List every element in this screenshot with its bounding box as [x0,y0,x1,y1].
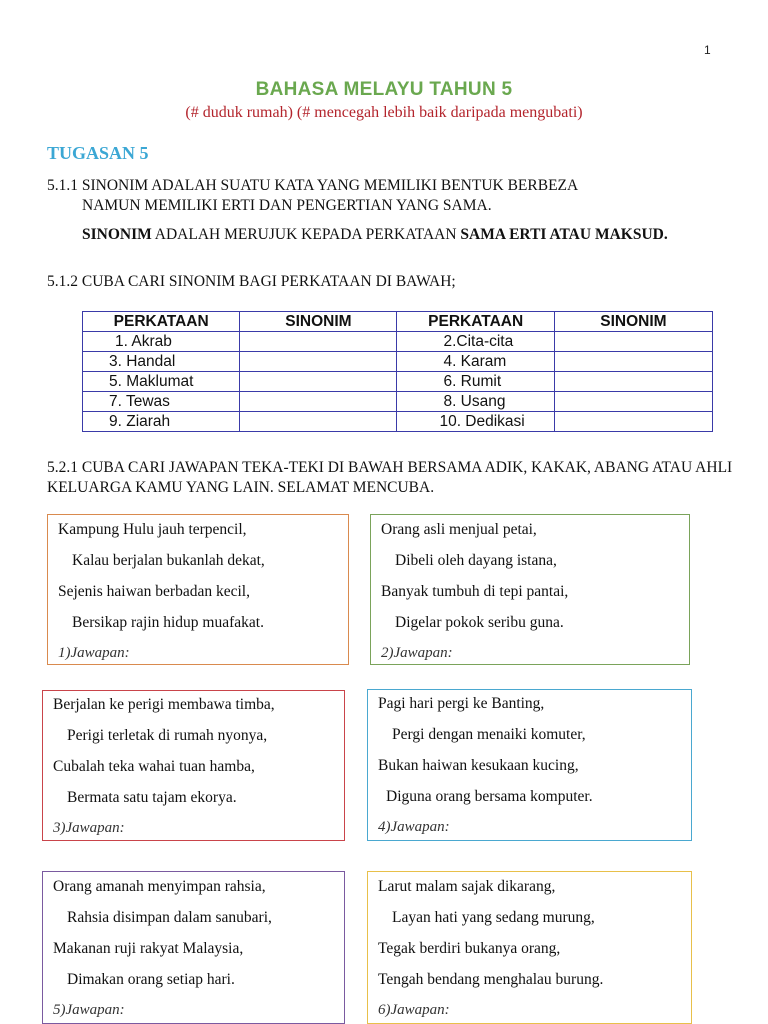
word-cell: 1. Akrab [83,332,240,352]
synonym-answer-cell[interactable] [240,332,397,352]
riddle-line: Bermata satu tajam ekorya. [67,789,237,806]
riddle-line: Kampung Hulu jauh terpencil, [58,521,247,538]
paragraph-5-1-1-line2: NAMUN MEMILIKI ERTI DAN PENGERTIAN YANG SAMA. [82,197,492,214]
page-number: 1 [704,43,711,57]
paragraph-5-1-2: 5.1.2 CUBA CARI SINONIM BAGI PERKATAAN DI BAWAH; [47,273,456,290]
riddle-line: Sejenis haiwan berbadan kecil, [58,583,250,600]
riddle-line: Cubalah teka wahai tuan hamba, [53,758,255,775]
table-row [83,392,713,412]
word-cell: 8. Usang [397,392,554,412]
answer-label[interactable]: 4)Jawapan: [378,819,450,835]
riddle-box-2 [370,514,690,665]
riddle-line: Tengah bendang menghalau burung. [378,971,604,988]
synonym-answer-cell[interactable] [240,392,397,412]
riddle-line: Perigi terletak di rumah nyonya, [67,727,268,744]
word-cell: 4. Karam [397,352,554,372]
word-cell: 9. Ziarah [83,412,240,432]
synonym-answer-cell[interactable] [554,332,712,352]
riddle-line: Orang asli menjual petai, [381,521,537,538]
paragraph-5-2-1: 5.2.1 CUBA CARI JAWAPAN TEKA-TEKI DI BAWAH BERSAMA ADIK, KAKAK, ABANG ATAU AHLI KELUARGA KAMU YANG LAIN. SELAMAT MENCUBA. [47,459,733,496]
definition-term: SINONIM [82,226,152,243]
page-title: BAHASA MELAYU TAHUN 5 [255,79,513,100]
riddle-box-5 [42,871,345,1024]
header-sinonim-2: SINONIM [554,312,712,332]
synonym-table [82,311,713,432]
riddle-box-4 [367,689,692,841]
synonym-answer-cell[interactable] [240,372,397,392]
riddle-line: Tegak berdiri bukanya orang, [378,940,561,957]
synonym-answer-cell[interactable] [554,392,712,412]
section-title: TUGASAN 5 [47,143,149,163]
synonym-answer-cell[interactable] [240,352,397,372]
word-cell: 7. Tewas [83,392,240,412]
riddle-box-1 [47,514,349,665]
riddle-line: Pergi dengan menaiki komuter, [392,726,586,743]
synonym-answer-cell[interactable] [554,372,712,392]
answer-label[interactable]: 6)Jawapan: [378,1002,450,1018]
riddle-line: Pagi hari pergi ke Banting, [378,695,545,712]
word-cell: 10. Dedikasi [397,412,554,432]
riddle-line: Larut malam sajak dikarang, [378,878,556,895]
table-header-row [83,312,713,332]
word-cell: 5. Maklumat [83,372,240,392]
definition-text: ADALAH MERUJUK KEPADA PERKATAAN [151,226,461,243]
paragraph-5-1-1-line1: 5.1.1 SINONIM ADALAH SUATU KATA YANG MEMILIKI BENTUK BERBEZA [47,177,579,194]
header-perkataan-2: PERKATAAN [397,312,554,332]
synonym-answer-cell[interactable] [554,412,712,432]
table-row [83,372,713,392]
riddle-line: Bukan haiwan kesukaan kucing, [378,757,579,774]
paragraph-5-1-1 [47,176,737,216]
table-row [83,332,713,352]
synonym-answer-cell[interactable] [554,352,712,372]
riddle-line: Bersikap rajin hidup muafakat. [72,614,264,631]
riddle-line: Layan hati yang sedang murung, [392,909,595,926]
riddle-box-3 [42,690,345,841]
riddle-line: Rahsia disimpan dalam sanubari, [67,909,272,926]
table-row [83,352,713,372]
definition-paragraph [82,225,732,245]
table-row [83,412,713,432]
synonym-answer-cell[interactable] [240,412,397,432]
riddle-line: Dimakan orang setiap hari. [67,971,235,988]
riddle-line: Digelar pokok seribu guna. [395,614,564,631]
answer-label[interactable]: 3)Jawapan: [53,820,125,836]
word-cell: 3. Handal [83,352,240,372]
word-cell: 6. Rumit [397,372,554,392]
riddle-line: Kalau berjalan bukanlah dekat, [72,552,265,569]
answer-label[interactable]: 1)Jawapan: [58,645,130,661]
header-sinonim-1: SINONIM [240,312,397,332]
riddle-line: Banyak tumbuh di tepi pantai, [381,583,569,600]
definition-emphasis: SAMA ERTI ATAU MAKSUD. [460,226,668,243]
page-subtitle: (# duduk rumah) (# mencegah lebih baik daripada mengubati) [185,104,583,121]
riddle-box-6 [367,871,692,1024]
word-cell: 2.Cita-cita [397,332,554,352]
riddle-line: Orang amanah menyimpan rahsia, [53,878,266,895]
answer-label[interactable]: 2)Jawapan: [381,645,453,661]
header-perkataan-1: PERKATAAN [83,312,240,332]
riddle-line: Diguna orang bersama komputer. [386,788,593,805]
riddle-line: Dibeli oleh dayang istana, [395,552,557,569]
answer-label[interactable]: 5)Jawapan: [53,1002,125,1018]
riddle-line: Makanan ruji rakyat Malaysia, [53,940,244,957]
riddle-line: Berjalan ke perigi membawa timba, [53,696,275,713]
